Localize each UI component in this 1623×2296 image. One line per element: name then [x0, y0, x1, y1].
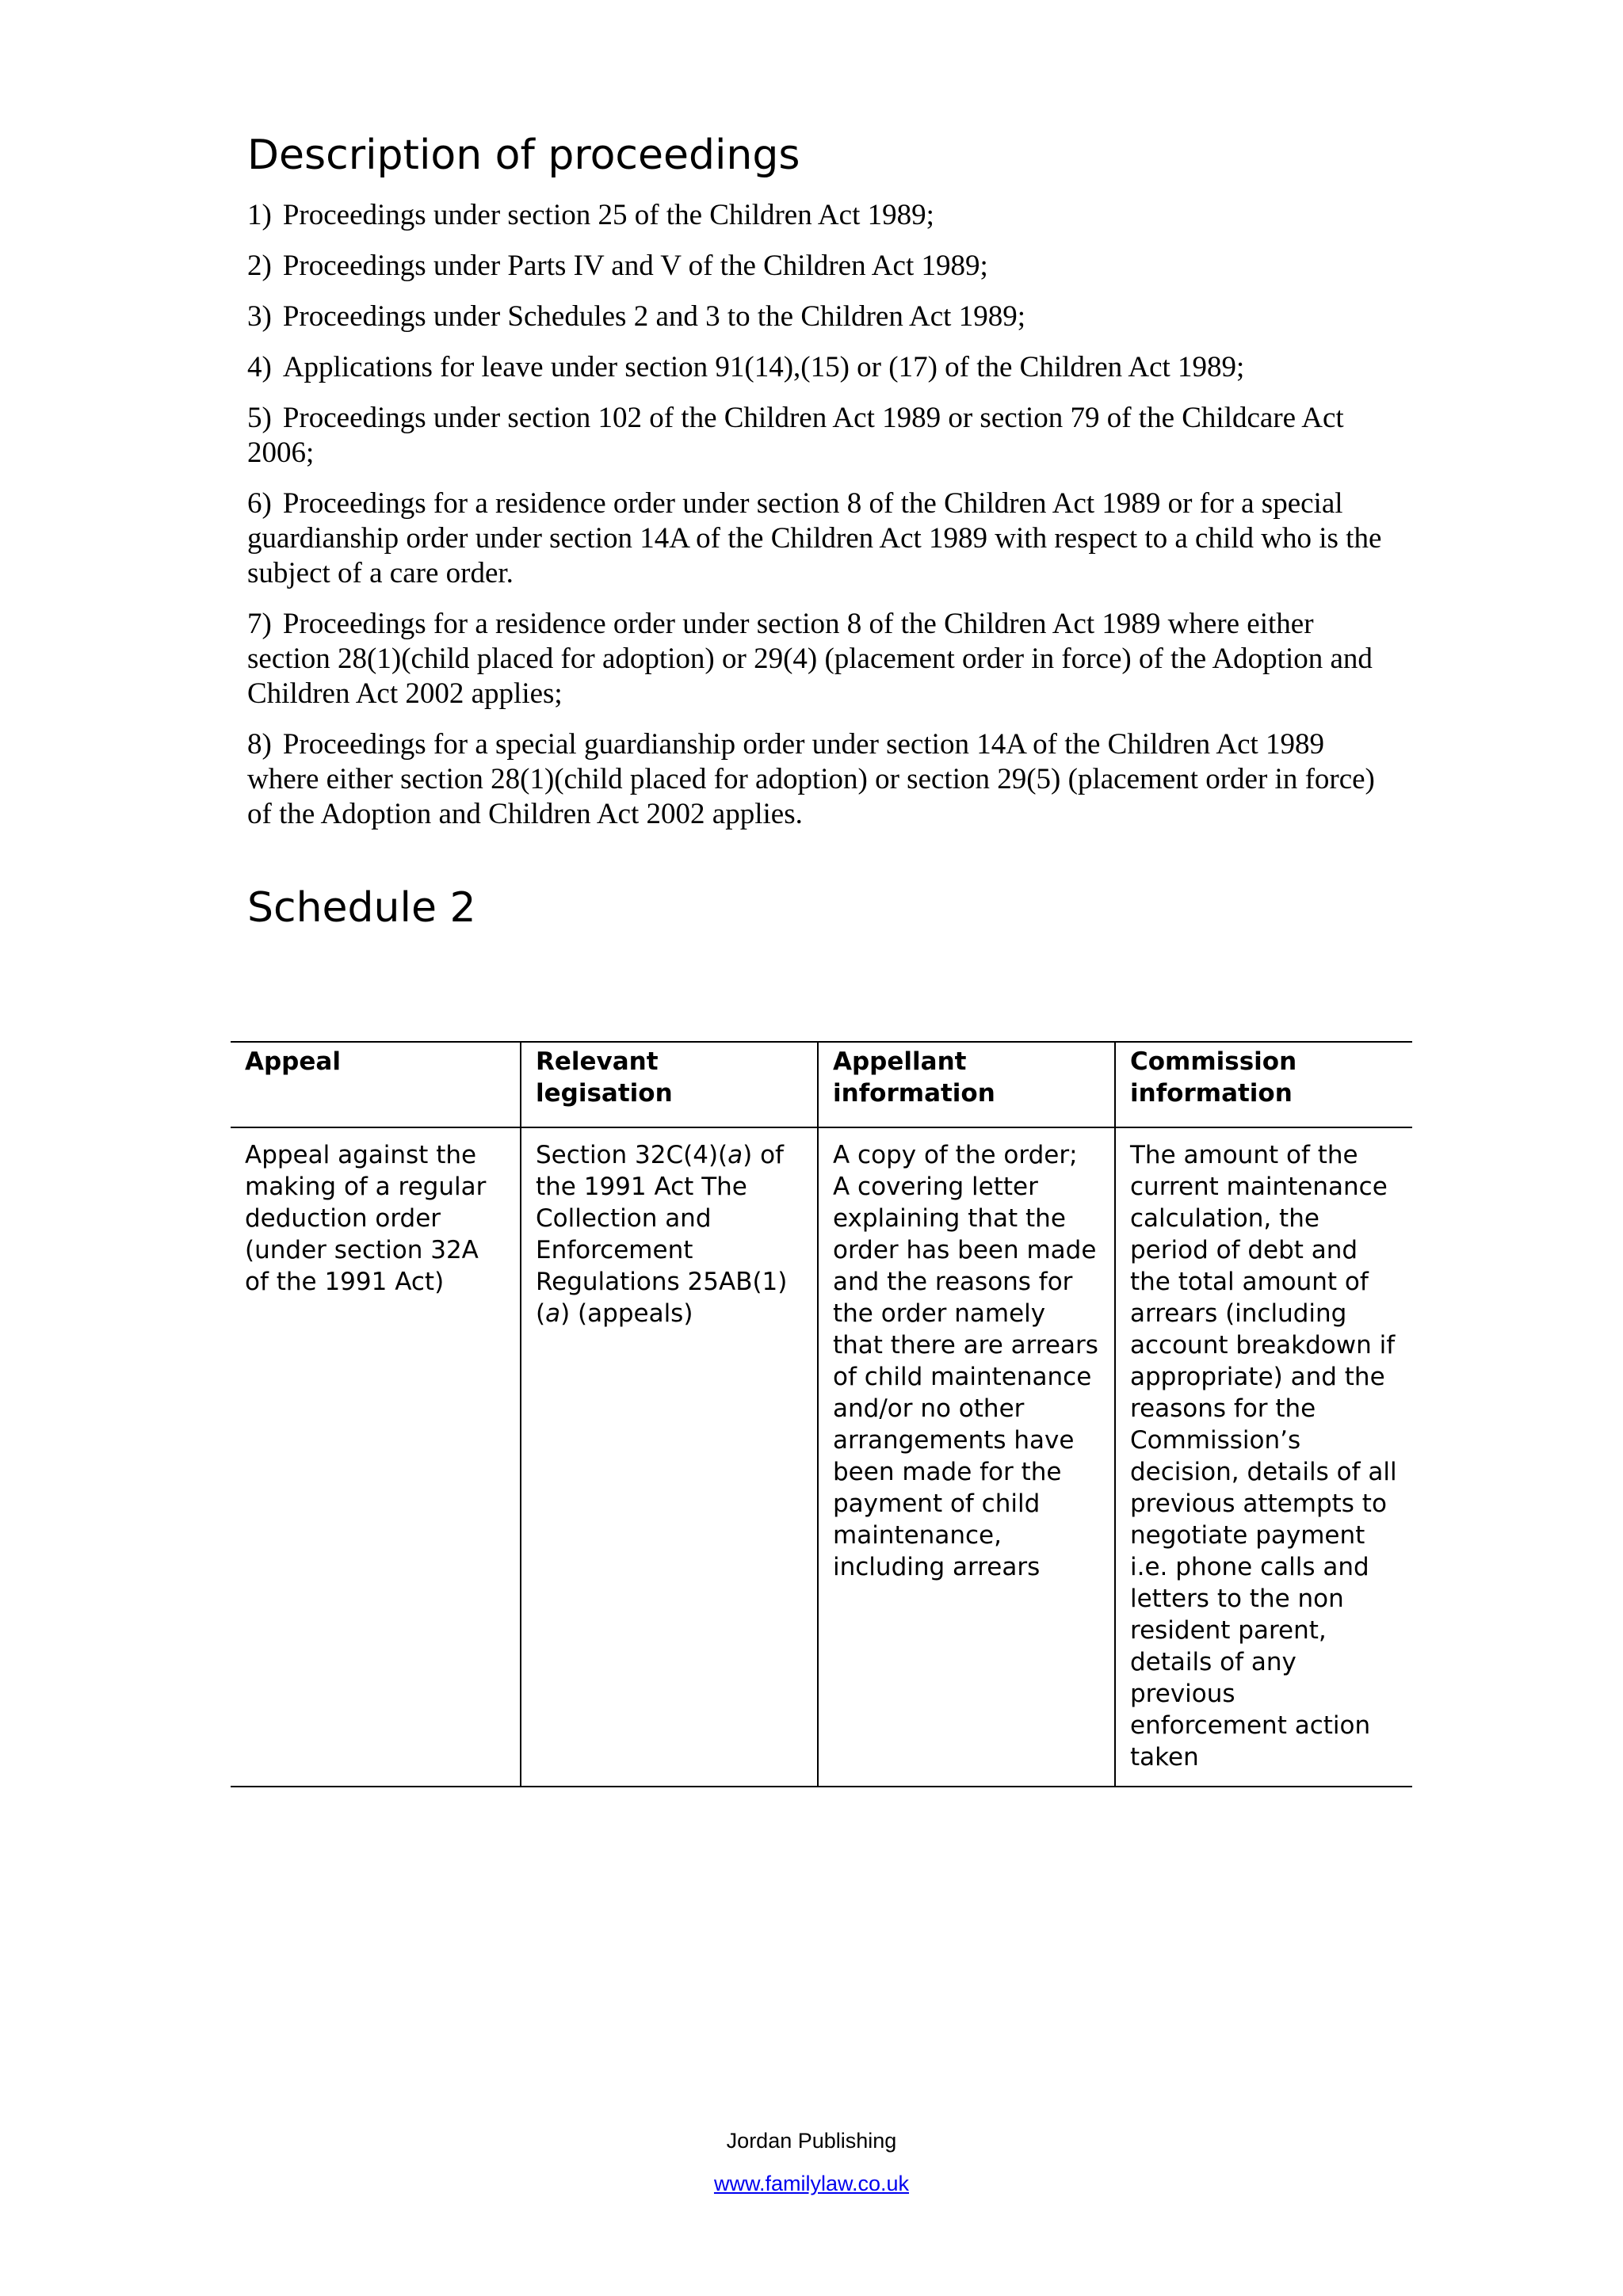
- item-text: Applications for leave under section 91(14),(15) or (17) of the Children Act 1989;: [282, 351, 1245, 383]
- item-text: Proceedings under section 102 of the Children Act 1989 or section 79 of the Childcare Act 2006;: [247, 402, 1344, 469]
- schedule-table: [231, 1041, 1412, 1787]
- appellant-line: A covering letter explaining that the order has been made and the reasons for the order namely that there are arrears of child maintenance and/or no other arrangements have been made for the payment of child maintenance, including arrears: [833, 1173, 1098, 1581]
- cell-commission-info: The amount of the current maintenance calculation, the period of debt and the total amount of arrears (including account breakdown if appropriate) and the reasons for the Commission’s decision, details of all previous attempts to negotiate payment i.e. phone calls and letters to the non resident parent, details of any previous enforcement action taken: [1115, 1127, 1412, 1787]
- table-row: [231, 1127, 1412, 1787]
- list-item: [247, 350, 1388, 385]
- item-number: 6): [247, 487, 272, 520]
- header-appeal: Appeal: [245, 1047, 341, 1076]
- item-number: 1): [247, 199, 272, 231]
- header-legislation: Relevant legisation: [521, 1042, 818, 1127]
- header-appellant-info: Appellant information: [818, 1042, 1115, 1127]
- table-header-row: [231, 1042, 1412, 1127]
- list-item: [247, 401, 1388, 471]
- item-number: 7): [247, 608, 272, 640]
- item-number: 8): [247, 728, 272, 761]
- list-item: [247, 249, 1388, 284]
- list-item: [247, 727, 1388, 832]
- list-item: [247, 607, 1388, 711]
- appellant-line: A copy of the order;: [833, 1141, 1078, 1169]
- item-number: 3): [247, 300, 272, 333]
- item-text: Proceedings under section 25 of the Children Act 1989;: [282, 199, 934, 231]
- footer-publisher: Jordan Publishing: [726, 2129, 897, 2153]
- item-number: 2): [247, 250, 272, 282]
- list-item: [247, 198, 1388, 233]
- list-item: [247, 486, 1388, 591]
- legislation-italic: a: [727, 1141, 743, 1169]
- header-commission-info: Commission information: [1115, 1042, 1412, 1127]
- item-text: Proceedings for a special guardianship order under section 14A of the Children Act 1989 where either section 28(1)(child placed for adoption) or section 29(5) (placement order in force) of the Adoption and Children Act 2002 applies.: [247, 728, 1375, 830]
- legislation-italic: a: [545, 1299, 561, 1328]
- legislation-text: ) of the 1991 Act The Collection and Enforcement Regulations 25AB(1)(: [536, 1141, 788, 1328]
- list-item: [247, 299, 1388, 334]
- cell-legislation: [521, 1127, 818, 1787]
- proceedings-list: [247, 198, 1388, 848]
- item-text: Proceedings under Schedules 2 and 3 to the Children Act 1989;: [282, 300, 1025, 333]
- cell-appellant-info: [818, 1127, 1115, 1787]
- item-text: Proceedings under Parts IV and V of the Children Act 1989;: [282, 250, 988, 282]
- cell-appeal: Appeal against the making of a regular deduction order (under section 32A of the 1991 Act): [245, 1141, 487, 1296]
- legislation-text: ) (appeals): [560, 1299, 693, 1328]
- item-text: Proceedings for a residence order under section 8 of the Children Act 1989 where either section 28(1)(child placed for adoption) or 29(4) (placement order in force) of the Adoption and Children Act 2002 applies;: [247, 608, 1373, 710]
- page-title: Description of proceedings: [247, 132, 800, 179]
- footer-link[interactable]: www.familylaw.co.uk: [713, 2172, 910, 2195]
- item-number: 4): [247, 351, 272, 383]
- item-number: 5): [247, 402, 272, 434]
- schedule-heading: Schedule 2: [247, 884, 476, 932]
- item-text: Proceedings for a residence order under section 8 of the Children Act 1989 or for a special guardianship order under section 14A of the Children Act 1989 with respect to a child who is the subject of a care order.: [247, 487, 1382, 589]
- legislation-text: Section 32C(4)(: [536, 1141, 728, 1169]
